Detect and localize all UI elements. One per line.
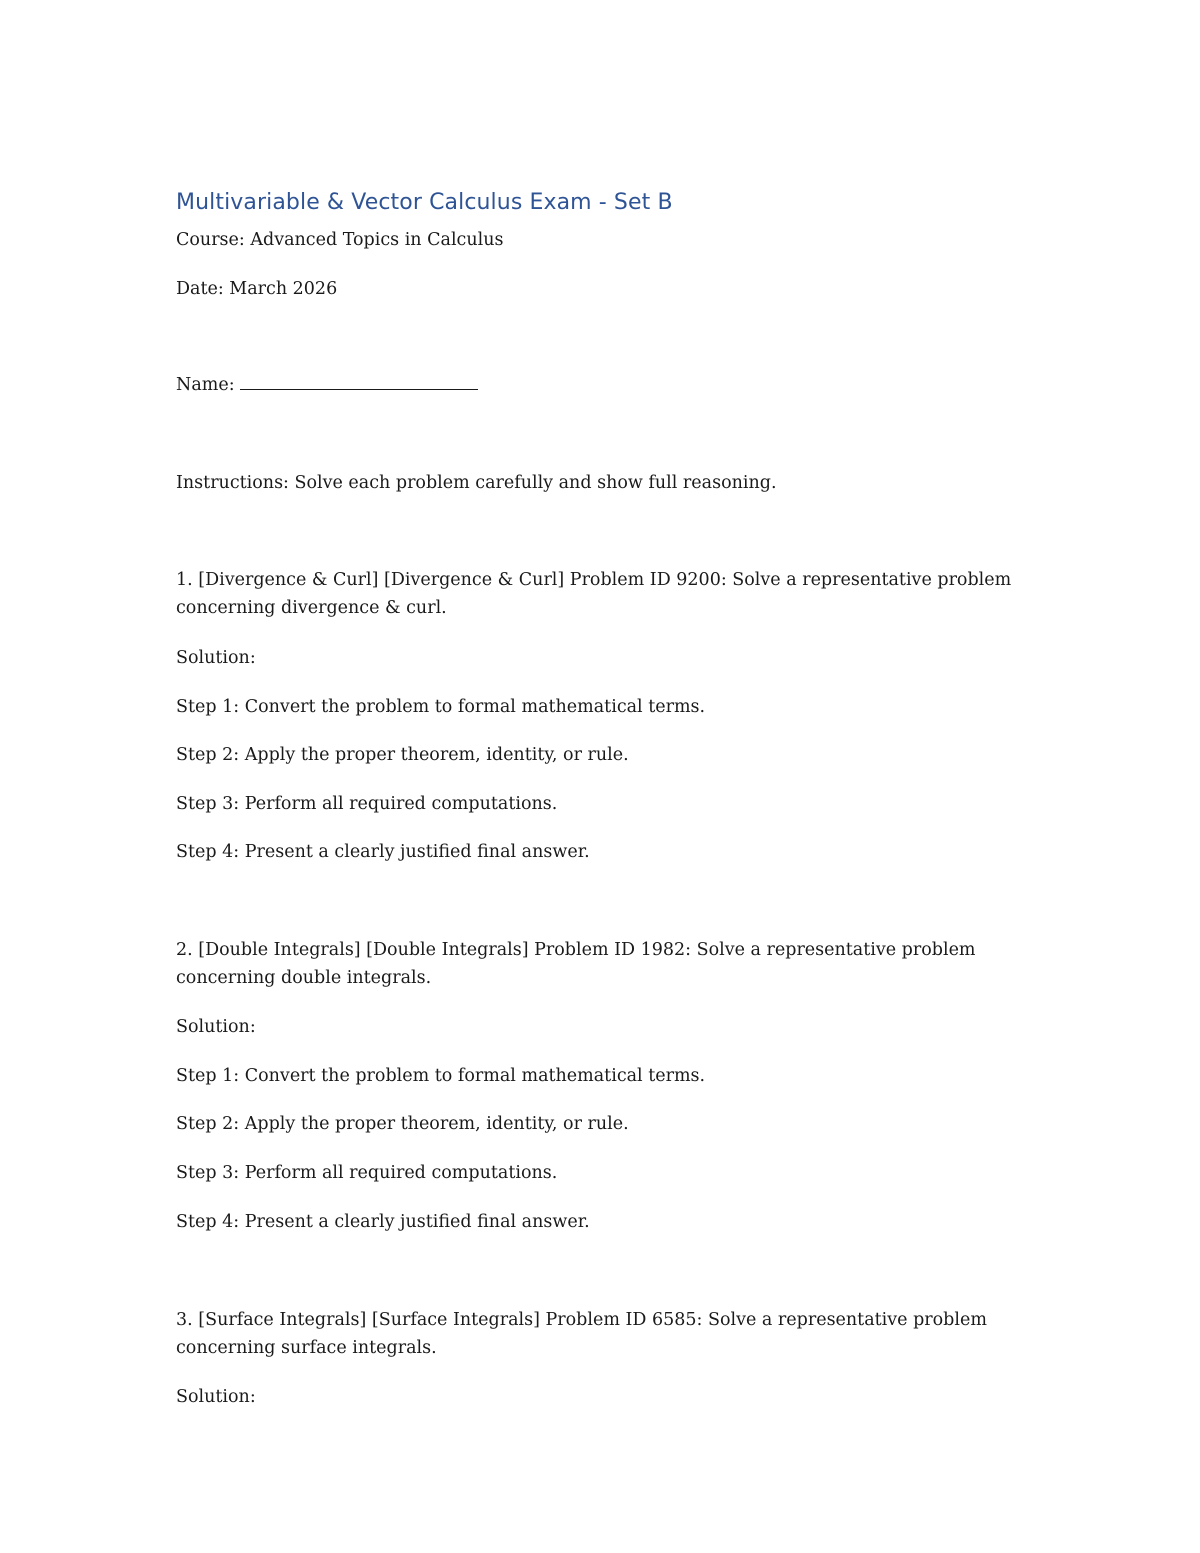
problem-1-solution-label: Solution: — [176, 648, 256, 668]
problem-1-step-1: Step 1: Convert the problem to formal mathematical terms. — [176, 697, 706, 717]
name-blank-field[interactable] — [240, 371, 478, 390]
problem-2-step-2: Step 2: Apply the proper theorem, identity, or rule. — [176, 1114, 629, 1134]
problem-1-step-3: Step 3: Perform all required computations. — [176, 794, 558, 814]
problem-1-prompt: 1. [Divergence & Curl] [Divergence & Curl] Problem ID 9200: Solve a representative problem concerning divergence & curl. — [176, 570, 1012, 618]
page-title: Multivariable & Vector Calculus Exam - Set B — [176, 190, 673, 215]
problem-1-step-4: Step 4: Present a clearly justified final answer. — [176, 842, 590, 862]
instructions-line: Instructions: Solve each problem carefully and show full reasoning. — [176, 473, 777, 493]
problem-2-step-1: Step 1: Convert the problem to formal mathematical terms. — [176, 1066, 706, 1086]
problem-3-prompt: 3. [Surface Integrals] [Surface Integrals] Problem ID 6585: Solve a representative problem concerning surface integrals. — [176, 1310, 987, 1358]
problem-2-solution-label: Solution: — [176, 1017, 256, 1037]
course-line: Course: Advanced Topics in Calculus — [176, 230, 504, 250]
problem-2-step-3: Step 3: Perform all required computations. — [176, 1163, 558, 1183]
problem-2-step-4: Step 4: Present a clearly justified final answer. — [176, 1212, 590, 1232]
name-line — [176, 371, 478, 399]
problem-2-prompt: 2. [Double Integrals] [Double Integrals] Problem ID 1982: Solve a representative problem concerning double integrals. — [176, 940, 976, 988]
problem-1-step-2: Step 2: Apply the proper theorem, identity, or rule. — [176, 745, 629, 765]
name-label: Name: — [176, 375, 235, 395]
problem-3-solution-label: Solution: — [176, 1387, 256, 1407]
date-line: Date: March 2026 — [176, 279, 338, 299]
